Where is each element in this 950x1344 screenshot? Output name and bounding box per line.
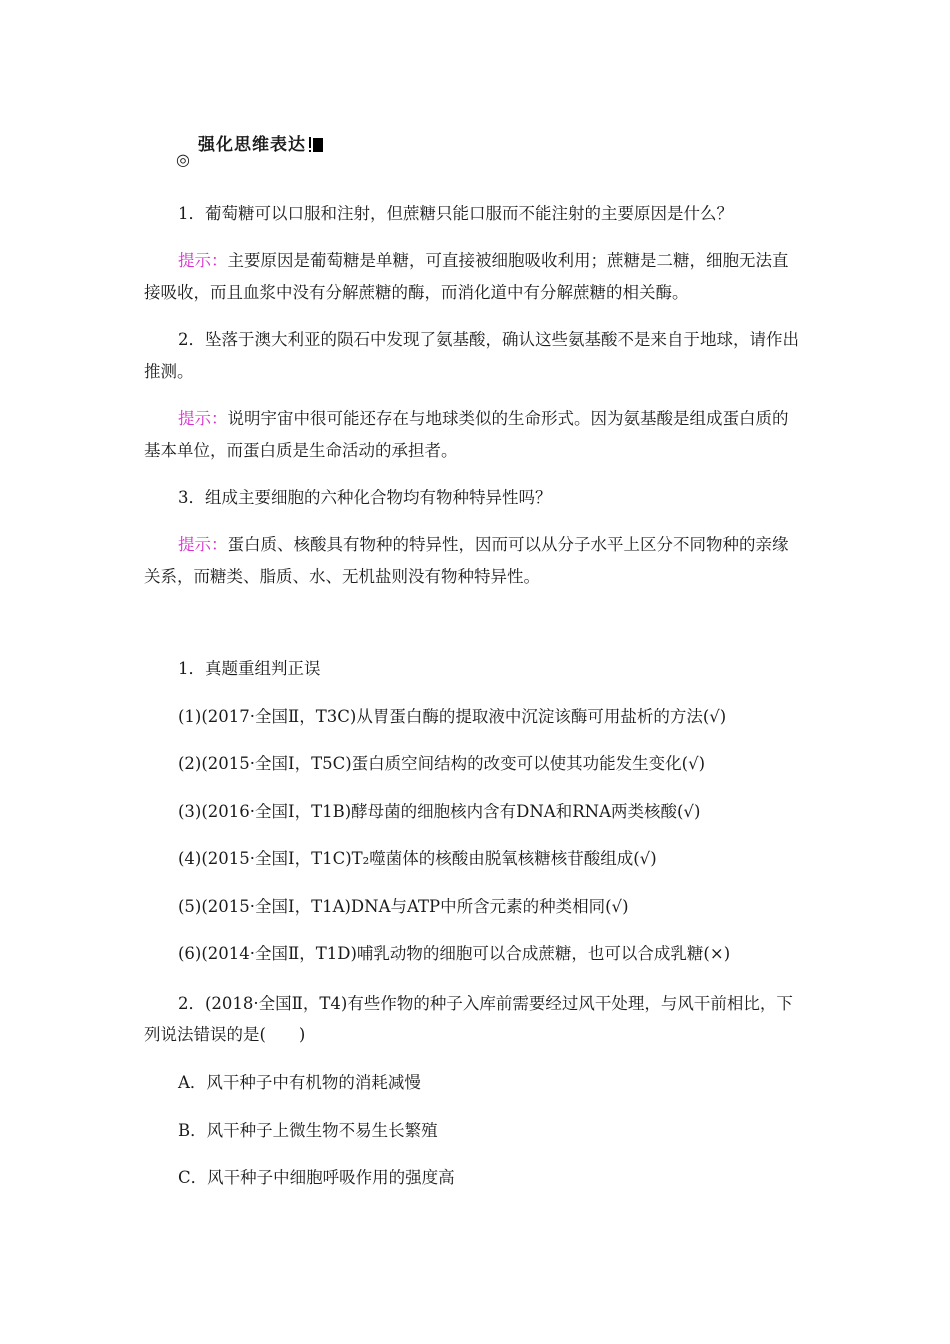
question-3: 3．组成主要细胞的六种化合物均有物种特异性吗？	[178, 488, 552, 507]
option-c: C．风干种子中细胞呼吸作用的强度高	[178, 1168, 455, 1187]
exercise-item-4: (4)(2015·全国Ⅰ，T1C)T₂噬菌体的核酸由脱氧核糖核苷酸组成(√)	[178, 849, 657, 868]
question-1: 1．葡萄糖可以口服和注射，但蔗糖只能口服而不能注射的主要原因是什么？	[178, 204, 733, 223]
exercise-item-3: (3)(2016·全国Ⅰ，T1B)酵母菌的细胞核内含有DNA和RNA两类核酸(√)	[178, 802, 701, 821]
answer-3-line-1	[178, 534, 789, 556]
section-title: 强化思维表达	[198, 135, 306, 155]
exercise-item-6: (6)(2014·全国Ⅱ，T1D)哺乳动物的细胞可以合成蔗糖，也可以合成乳糖(×)	[178, 944, 731, 963]
question-2-line-1: 2．坠落于澳大利亚的陨石中发现了氨基酸，确认这些氨基酸不是来自于地球，请作出	[178, 330, 799, 349]
hint-label: 提示：	[178, 409, 228, 428]
answer-2-line-2: 基本单位，而蛋白质是生命活动的承担者。	[144, 441, 458, 460]
exercise-item-1: (1)(2017·全国Ⅱ，T3C)从胃蛋白酶的提取液中沉淀该酶可用盐析的方法(√)	[178, 707, 727, 726]
exercise-heading: 1．真题重组判正误	[178, 659, 321, 678]
answer-1-text: 主要原因是葡萄糖是单糖，可直接被细胞吸收利用；蔗糖是二糖，细胞无法直	[227, 251, 789, 270]
hint-label: 提示：	[178, 251, 228, 270]
section-heading	[198, 134, 323, 156]
exercise-item-5: (5)(2015·全国Ⅰ，T1A)DNA与ATP中所含元素的种类相同(√)	[178, 897, 629, 916]
question-2018-line-2: 列说法错误的是( )	[144, 1025, 306, 1044]
double-circle-icon: ◎	[176, 150, 190, 169]
answer-3-line-2: 关系，而糖类、脂质、水、无机盐则没有物种特异性。	[144, 567, 540, 586]
answer-3-text: 蛋白质、核酸具有物种的特异性，因而可以从分子水平上区分不同物种的亲缘	[227, 535, 789, 554]
question-2-line-2: 推测。	[144, 362, 194, 381]
answer-1-line-1	[178, 250, 789, 272]
option-a: A．风干种子中有机物的消耗减慢	[178, 1073, 421, 1092]
question-2018-line-1: 2．(2018·全国Ⅱ，T4)有些作物的种子入库前需要经过风干处理，与风干前相比，下	[178, 994, 793, 1013]
answer-2-line-1	[178, 408, 789, 430]
exercise-item-2: (2)(2015·全国Ⅰ，T5C)蛋白质空间结构的改变可以使其功能发生变化(√)	[178, 754, 706, 773]
option-b: B．风干种子上微生物不易生长繁殖	[178, 1121, 438, 1140]
answer-2-text: 说明宇宙中很可能还存在与地球类似的生命形式。因为氨基酸是组成蛋白质的	[227, 409, 789, 428]
hint-label: 提示：	[178, 535, 228, 554]
exclamation-book-icon	[309, 137, 323, 152]
answer-1-line-2: 接吸收，而且血浆中没有分解蔗糖的酶，而消化道中有分解蔗糖的相关酶。	[144, 283, 689, 302]
